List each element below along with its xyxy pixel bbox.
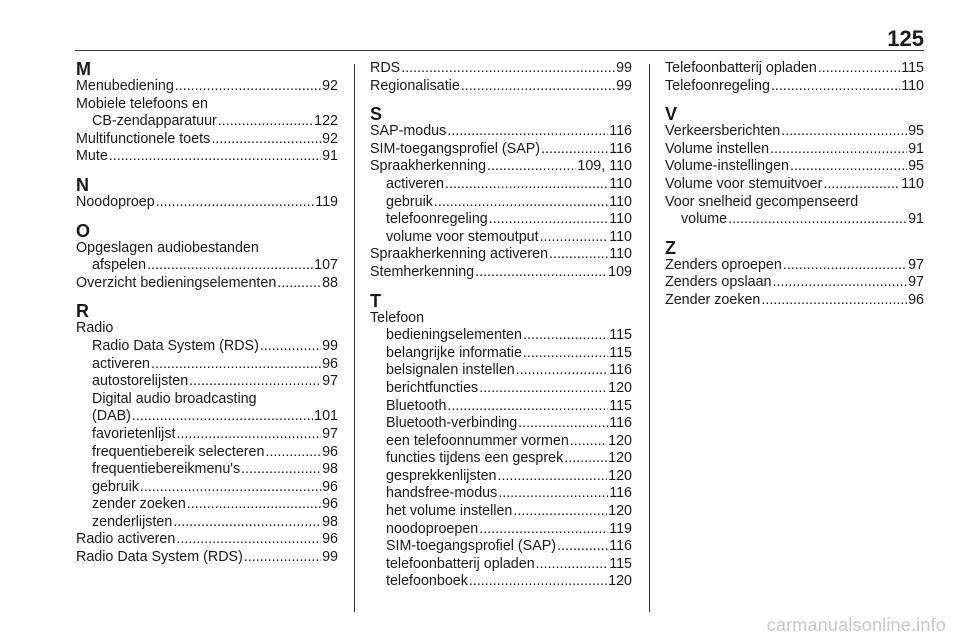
leader-dots (211, 131, 321, 149)
entry-page: 107 (314, 257, 338, 274)
index-entry (76, 408, 338, 426)
entry-term: Multifunctionele toets (76, 130, 211, 147)
index-entry (76, 356, 338, 374)
index-entry (665, 123, 924, 141)
index-entry (76, 257, 338, 275)
entry-page: 97 (908, 256, 924, 273)
entry-page: 122 (314, 113, 338, 130)
leader-dots (479, 521, 608, 539)
index-entry (665, 176, 924, 194)
entry-term: favorietenlijst (92, 425, 176, 442)
entry-page: 116 (609, 485, 632, 502)
index-entry (76, 549, 338, 567)
index-column-2 (370, 60, 632, 591)
entry-page: 120 (608, 432, 632, 449)
entry-page: 109, 110 (577, 158, 632, 175)
entry-page: 99 (616, 60, 632, 76)
entry-page: 98 (322, 461, 338, 478)
entry-page: 110 (901, 175, 924, 192)
index-heading: Mobiele telefoons en (76, 95, 208, 112)
entry-page: 120 (608, 503, 632, 520)
entry-term: het volume instellen (386, 503, 513, 520)
entry-term: Zenders opslaan (665, 274, 772, 291)
index-entry (76, 338, 338, 356)
header-rule (75, 50, 924, 51)
entry-term: belsignalen instellen (386, 362, 515, 379)
leader-dots (176, 531, 321, 549)
index-entry (665, 78, 924, 96)
entry-term: Menubediening (76, 78, 174, 94)
section-letter: N (76, 174, 89, 195)
index-entry (370, 264, 632, 282)
column-divider (649, 64, 650, 612)
index-entry (370, 327, 632, 345)
entry-page: 110 (609, 193, 632, 210)
watermark: carmanualsonline.info (766, 615, 946, 635)
entry-page: 91 (322, 148, 338, 165)
leader-dots (773, 274, 908, 292)
entry-page: 110 (609, 228, 632, 245)
index-entry (665, 257, 924, 275)
leader-dots (175, 78, 321, 96)
entry-page: 116 (609, 140, 632, 157)
index-entry (665, 141, 924, 159)
leader-dots (728, 211, 907, 229)
entry-term: bedieningselementen (386, 327, 522, 344)
leader-dots (497, 468, 607, 486)
entry-page: 110 (609, 175, 632, 192)
entry-page: 95 (908, 123, 924, 140)
leader-dots (771, 78, 900, 96)
entry-page: 116 (609, 415, 632, 432)
entry-term: Radio activeren (76, 531, 176, 548)
entry-term: Spraakherkenning activeren (370, 246, 549, 263)
leader-dots (173, 514, 321, 532)
entry-term: SAP-modus (370, 123, 447, 140)
leader-dots (518, 415, 608, 433)
leader-dots (570, 433, 607, 451)
entry-term: activeren (92, 355, 151, 372)
entry-term: (DAB) (92, 408, 131, 425)
entry-page: 95 (908, 158, 924, 175)
leader-dots (761, 292, 907, 310)
entry-term: gebruik (92, 478, 139, 495)
index-entry (370, 60, 632, 78)
entry-page: 91 (908, 211, 924, 228)
leader-dots (475, 264, 607, 282)
index-entry (370, 521, 632, 539)
entry-page: 96 (322, 478, 338, 495)
entry-page: 116 (609, 362, 632, 379)
index-entry (370, 78, 632, 96)
entry-page: 116 (609, 123, 632, 140)
entry-term: frequentiebereikmenu's (92, 461, 241, 478)
leader-dots (434, 194, 608, 212)
entry-page: 92 (322, 78, 338, 94)
entry-term: autostorelijsten (92, 373, 189, 390)
leader-dots (147, 257, 313, 275)
entry-term: Zender zoeken (665, 291, 761, 308)
index-entry (76, 194, 338, 212)
leader-dots (187, 496, 321, 514)
leader-dots (549, 246, 608, 264)
index-entry (76, 275, 338, 293)
entry-page: 120 (608, 379, 632, 396)
entry-page: 120 (608, 450, 632, 467)
section-letter: O (76, 220, 91, 241)
entry-page: 120 (608, 573, 632, 590)
entry-page: 91 (908, 140, 924, 157)
leader-dots (536, 556, 609, 574)
entry-page: 98 (322, 513, 338, 530)
entry-term: Stemherkenning (370, 263, 475, 280)
entry-term: zenderlijsten (92, 513, 173, 530)
section-letter: T (370, 290, 381, 311)
index-entry (370, 158, 632, 176)
index-entry (370, 468, 632, 486)
index-entry (370, 123, 632, 141)
leader-dots (469, 573, 607, 591)
entry-page: 97 (322, 373, 338, 390)
index-column-3 (665, 60, 924, 310)
entry-term: Verkeersberichten (665, 123, 781, 140)
entry-page: 96 (322, 496, 338, 513)
leader-dots (557, 538, 608, 556)
leader-dots (447, 123, 608, 141)
entry-page: 99 (322, 549, 338, 566)
index-entry (76, 496, 338, 514)
index-section (370, 292, 632, 592)
leader-dots (445, 176, 608, 194)
entry-term: Telefoonbatterij opladen (665, 60, 817, 76)
index-entry (76, 531, 338, 549)
index-entry (370, 450, 632, 468)
entry-page: 115 (609, 327, 632, 344)
entry-term: berichtfuncties (386, 379, 479, 396)
index-section (370, 105, 632, 281)
entry-term: Spraakherkenning (370, 158, 487, 175)
index-entry (665, 60, 924, 78)
entry-term: Bluetooth-verbinding (386, 415, 518, 432)
index-section (76, 302, 338, 566)
index-entry (76, 514, 338, 532)
entry-term: Volume-instellingen (665, 158, 789, 175)
entry-term: zender zoeken (92, 496, 186, 513)
entry-term: CB-zendapparatuur (92, 113, 217, 130)
index-entry (370, 345, 632, 363)
entry-page: 119 (609, 520, 632, 537)
entry-page: 88 (322, 274, 338, 291)
entry-term: frequentiebereik selecteren (92, 443, 265, 460)
leader-dots (513, 503, 607, 521)
leader-dots (540, 229, 609, 247)
index-entry (370, 485, 632, 503)
leader-dots (523, 345, 608, 363)
entry-term: Radio Data System (RDS) (92, 337, 259, 354)
entry-page: 96 (322, 355, 338, 372)
index-entry (370, 211, 632, 229)
section-letter: S (370, 104, 383, 125)
leader-dots (498, 485, 608, 503)
index-entry (370, 573, 632, 591)
entry-page: 119 (315, 193, 338, 210)
leader-dots (109, 148, 321, 166)
entry-term: Bluetooth (386, 397, 447, 414)
entry-page: 96 (908, 291, 924, 308)
page-number: 125 (887, 26, 924, 51)
entry-term: telefoonboek (386, 573, 468, 590)
entry-term: volume voor stemoutput (386, 228, 539, 245)
index-entry (665, 292, 924, 310)
index-entry (76, 461, 338, 479)
leader-dots (132, 408, 313, 426)
leader-dots (523, 327, 608, 345)
entry-term: Radio Data System (RDS) (76, 549, 243, 566)
entry-page: 120 (608, 467, 632, 484)
index-entry (370, 176, 632, 194)
entry-term: SIM-toegangsprofiel (SAP) (386, 538, 557, 555)
column-divider (354, 64, 355, 612)
entry-term: gesprekkenlijsten (386, 467, 497, 484)
index-section (76, 176, 338, 212)
index-entry (76, 131, 338, 149)
section-letter: V (665, 104, 678, 125)
leader-dots (156, 194, 315, 212)
index-column-1 (76, 60, 338, 567)
entry-page: 115 (609, 397, 632, 414)
entry-term: Zenders oproepen (665, 256, 782, 273)
leader-dots (277, 275, 321, 293)
index-entry (76, 78, 338, 96)
section-letter: Z (665, 237, 676, 258)
index-entry (76, 444, 338, 462)
index-section (370, 60, 632, 95)
entry-term: SIM-toegangsprofiel (SAP) (370, 140, 541, 157)
index-entry (370, 141, 632, 159)
entry-term: Regionalisatie (370, 77, 460, 94)
entry-term: RDS (370, 60, 401, 76)
entry-term: volume (681, 211, 728, 228)
leader-dots (189, 373, 321, 391)
index-entry (665, 158, 924, 176)
entry-term: Telefoonregeling (665, 77, 770, 94)
leader-dots (770, 141, 907, 159)
entry-page: 110 (901, 77, 924, 94)
entry-term: telefoonregeling (386, 211, 488, 228)
leader-dots (479, 380, 607, 398)
index-section (76, 222, 338, 293)
leader-dots (244, 549, 321, 567)
leader-dots (564, 450, 607, 468)
entry-term: activeren (386, 175, 445, 192)
entry-page: 96 (322, 531, 338, 548)
entry-page: 99 (322, 337, 338, 354)
index-entry (370, 433, 632, 451)
index-section (665, 60, 924, 95)
leader-dots (260, 338, 321, 356)
entry-term: handsfree-modus (386, 485, 498, 502)
entry-term: belangrijke informatie (386, 344, 522, 361)
index-heading: Digital audio broadcasting (92, 390, 257, 407)
index-heading: Opgeslagen audiobestanden (76, 239, 259, 256)
entry-term: gebruik (386, 193, 433, 210)
leader-dots (783, 257, 907, 275)
index-entry (370, 538, 632, 556)
entry-term: telefoonbatterij opladen (386, 555, 535, 572)
index-entry (370, 503, 632, 521)
entry-term: een telefoonnummer vormen (386, 432, 569, 449)
index-section (665, 239, 924, 310)
leader-dots (487, 158, 576, 176)
entry-page: 110 (609, 211, 632, 228)
entry-page: 96 (322, 443, 338, 460)
leader-dots (489, 211, 608, 229)
leader-dots (790, 158, 907, 176)
leader-dots (218, 113, 313, 131)
entry-term: afspelen (92, 257, 147, 274)
leader-dots (151, 356, 321, 374)
entry-page: 116 (609, 538, 632, 555)
leader-dots (516, 362, 608, 380)
index-heading: Telefoon (370, 309, 425, 326)
entry-term: Volume instellen (665, 140, 770, 157)
index-entry (370, 398, 632, 416)
index-entry (76, 148, 338, 166)
leader-dots (401, 60, 615, 78)
leader-dots (265, 444, 321, 462)
entry-page: 99 (616, 77, 632, 94)
leader-dots (140, 479, 321, 497)
entry-page: 97 (908, 274, 924, 291)
index-entry (665, 211, 924, 229)
index-entry (370, 194, 632, 212)
entry-term: Mute (76, 148, 108, 165)
entry-page: 110 (609, 246, 632, 263)
leader-dots (176, 426, 321, 444)
entry-page: 97 (322, 425, 338, 442)
index-entry (370, 415, 632, 433)
entry-page: 109 (608, 263, 632, 280)
entry-term: functies tijdens een gesprek (386, 450, 564, 467)
entry-page: 115 (901, 60, 924, 76)
index-entry (76, 373, 338, 391)
entry-page: 115 (609, 555, 632, 572)
index-entry (370, 362, 632, 380)
index-heading: Radio (76, 320, 114, 337)
leader-dots (823, 176, 900, 194)
leader-dots (818, 60, 900, 78)
leader-dots (781, 123, 907, 141)
entry-term: Overzicht bedieningselementen (76, 274, 277, 291)
index-entry (370, 246, 632, 264)
index-entry (370, 556, 632, 574)
index-section (76, 60, 338, 166)
leader-dots (447, 398, 608, 416)
index-entry (76, 113, 338, 131)
entry-term: Noodoproep (76, 193, 155, 210)
index-entry (665, 274, 924, 292)
index-entry (370, 229, 632, 247)
entry-page: 92 (322, 130, 338, 147)
entry-page: 115 (609, 344, 632, 361)
index-entry (76, 426, 338, 444)
entry-page: 101 (314, 408, 338, 425)
entry-term: noodoproepen (386, 520, 479, 537)
leader-dots (241, 461, 321, 479)
section-letter: R (76, 301, 89, 322)
leader-dots (541, 141, 608, 159)
index-entry (76, 479, 338, 497)
index-entry (370, 380, 632, 398)
entry-term: Volume voor stemuitvoer (665, 175, 823, 192)
index-section (665, 105, 924, 229)
section-letter: M (76, 59, 91, 79)
index-heading: Voor snelheid gecompenseerd (665, 193, 859, 210)
leader-dots (461, 78, 615, 96)
